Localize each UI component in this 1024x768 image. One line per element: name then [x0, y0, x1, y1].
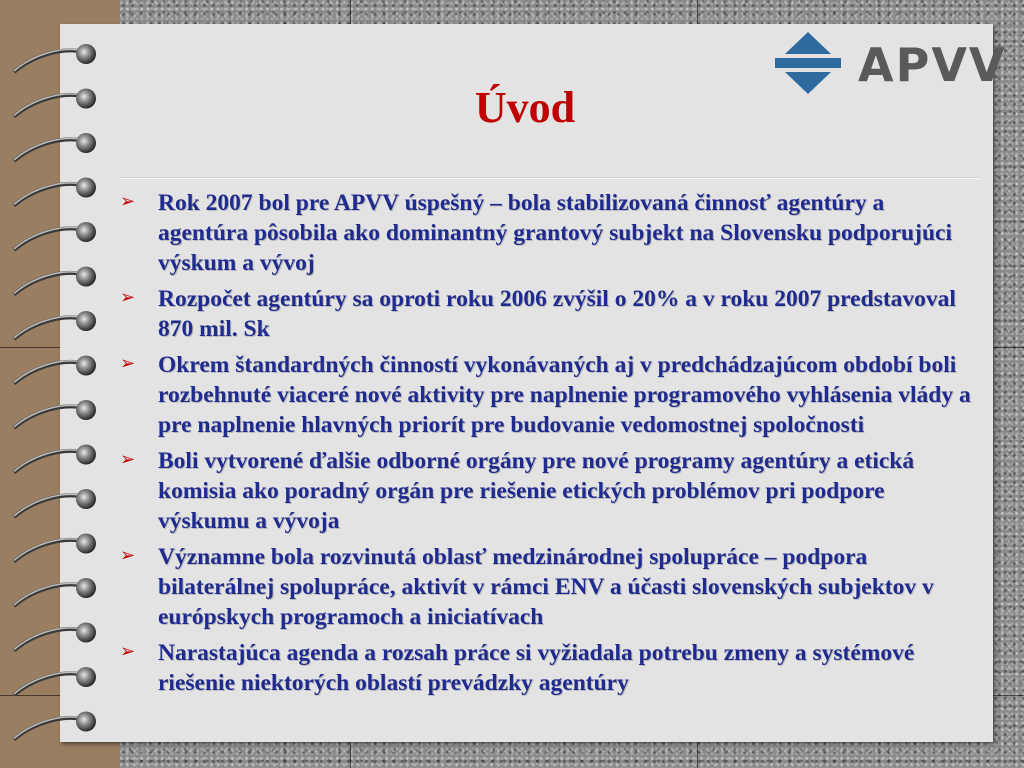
arrow-bullet-icon: ➢: [120, 353, 136, 374]
arrow-bullet-icon: ➢: [120, 545, 136, 566]
bullet-item: [120, 188, 980, 278]
arrow-bullet-icon: ➢: [120, 641, 136, 662]
bullet-text: Okrem štandardných činností vykonávaných aj v predchádzajúcom období boli rozbehnuté viaceré nové aktivity pre naplnenie programového vyhlásenia vlády a pre naplnenie hlavných priorít pre budovanie vedomostnej spoločnosti: [158, 352, 971, 438]
bullet-text: Boli vytvorené ďalšie odborné orgány pre nové programy agentúry a etická komisia ako poradný orgán pre riešenie etických problémov pri podpore výskumu a vývoja: [158, 448, 915, 534]
title-divider: [120, 178, 980, 179]
bullet-text: Rok 2007 bol pre APVV úspešný – bola stabilizovaná činnosť agentúry a agentúra pôsobila ako dominantný grantový subjekt na Slovensku podporujúci výskum a vývoj: [158, 190, 952, 276]
arrow-bullet-icon: ➢: [120, 449, 136, 470]
bullet-item: [120, 446, 980, 536]
apvv-arrows-icon: [773, 30, 843, 96]
bullet-item: [120, 542, 980, 632]
bullet-item: [120, 638, 980, 698]
apvv-logo-text: APVV: [858, 38, 1007, 92]
arrow-bullet-icon: ➢: [120, 191, 136, 212]
bullet-text: Významne bola rozvinutá oblasť medzinárodnej spolupráce – podpora bilaterálnej spolupráce, aktivít v rámci ENV a účasti slovenských subjektov v európskych programoch a iniciatívach: [158, 544, 934, 630]
bullet-item: [120, 284, 980, 344]
bullet-text: Narastajúca agenda a rozsah práce si vyžiadala potrebu zmeny a systémové riešenie niektorých oblastí prevádzky agentúry: [158, 640, 915, 696]
slide-title: Úvod: [474, 83, 576, 132]
arrow-bullet-icon: ➢: [120, 287, 136, 308]
apvv-logo: [773, 30, 1007, 96]
bullet-item: [120, 350, 980, 440]
bullet-text: Rozpočet agentúry sa oproti roku 2006 zvýšil o 20% a v roku 2007 predstavoval 870 mil. Sk: [158, 286, 956, 342]
spiral-binding-icon: [0, 0, 120, 768]
bullet-list: [120, 188, 980, 704]
